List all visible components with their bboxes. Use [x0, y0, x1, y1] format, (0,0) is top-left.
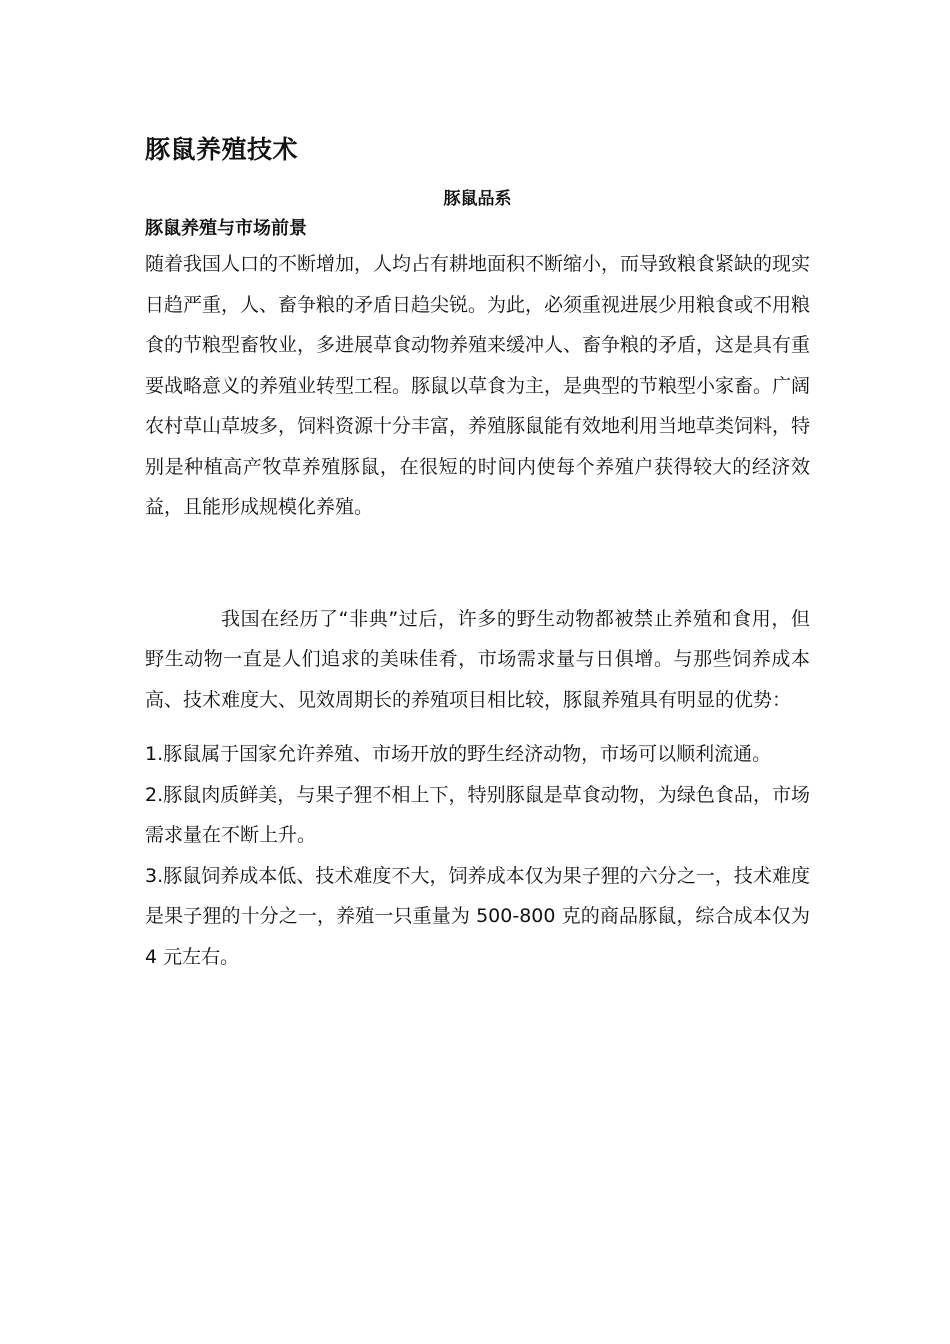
list-item: 3.豚鼠饲养成本低、技术难度不大，饲养成本仅为果子狸的六分之一，技术难度是果子狸的十分之一，养殖一只重量为 500-800 克的商品豚鼠，综合成本仅为 4 元左右。: [145, 864, 810, 968]
paragraph-market-outlook: 随着我国人口的不断增加，人均占有耕地面积不断缩小，而导致粮食紧缺的现实日趋严重，人、畜争粮的矛盾日趋尖锐。为此，必须重视进展少用粮食或不用粮食的节粮型畜牧业，多进展草食动物养殖来缓冲人、畜争粮的矛盾，这是具有重要战略意义的养殖业转型工程。豚鼠以草食为主，是典型的节粮型小家畜。广阔农村草山草坡多，饲料资源十分丰富，养殖豚鼠能有效地利用当地草类饲料，特别是种植高产牧草养殖豚鼠，在很短的时间内使每个养殖户获得较大的经济效益，且能形成规模化养殖。: [145, 253, 811, 518]
list-item: 1.豚鼠属于国家允许养殖、市场开放的野生经济动物，市场可以顺利流通。: [145, 743, 772, 765]
section-heading: 豚鼠养殖与市场前景: [145, 218, 307, 239]
advantages-list: [145, 734, 810, 977]
document-body: [145, 128, 810, 977]
document-title: 豚鼠养殖技术: [145, 135, 299, 164]
list-item: 2.豚鼠肉质鲜美，与果子狸不相上下，特别豚鼠是草食动物，为绿色食品，市场需求量在不断上升。: [145, 783, 810, 846]
document-subtitle: 豚鼠品系: [443, 189, 512, 209]
paragraph-advantages-intro: 我国在经历了“非典”过后，许多的野生动物都被禁止养殖和食用，但野生动物一直是人们追求的美味佳肴，市场需求量与日俱增。与那些饲养成本高、技术难度大、见效周期长的养殖项目相比较，豚鼠养殖具有明显的优势：: [145, 607, 810, 711]
